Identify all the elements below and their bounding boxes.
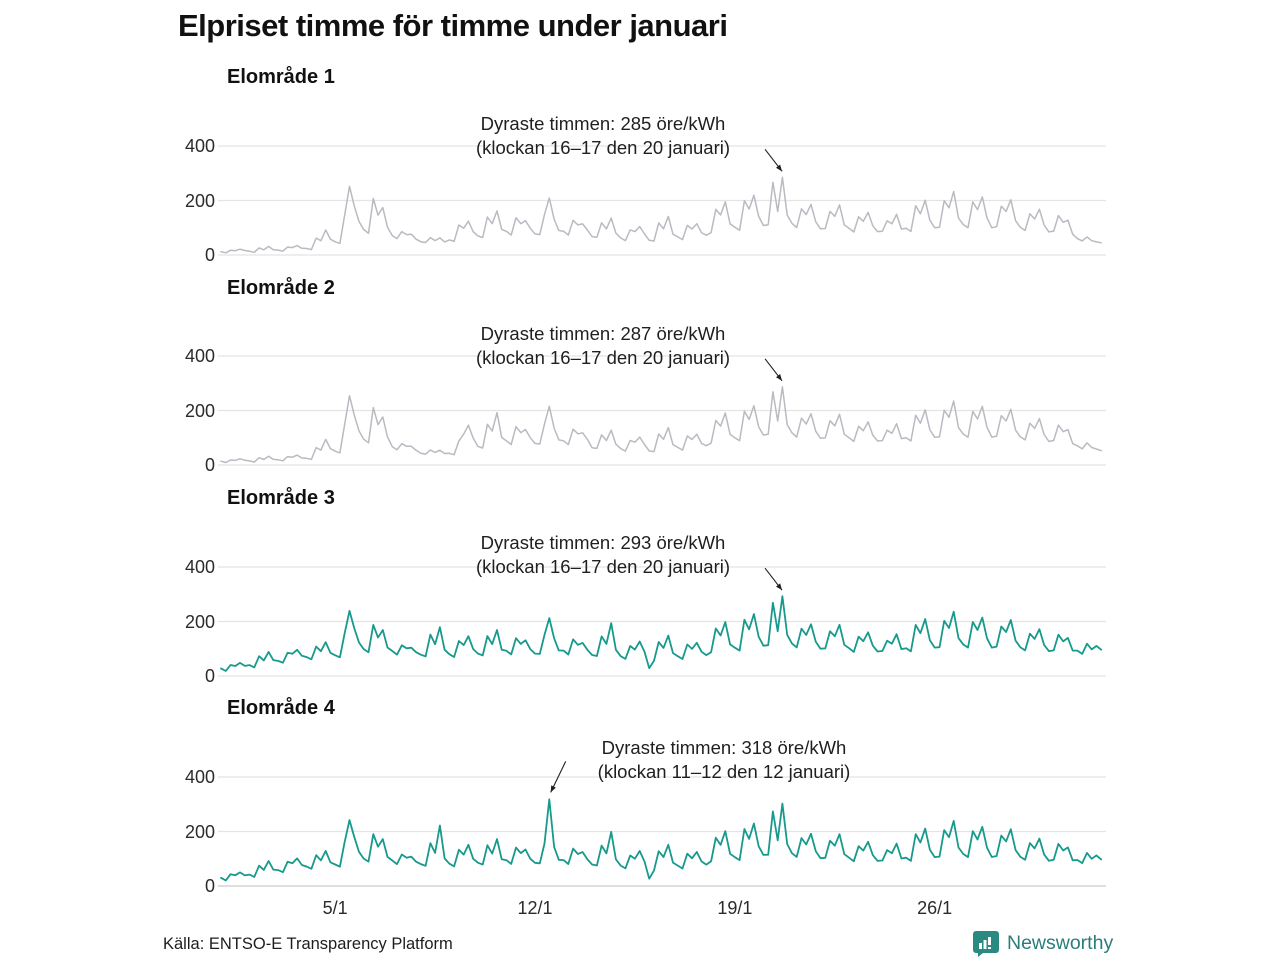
page-title: Elpriset timme för timme under januari [178,8,728,43]
peak-annotation-line1: Dyraste timmen: 293 öre/kWh [480,532,726,553]
y-axis-tick-label: 400 [184,557,215,577]
newsworthy-brand-text: Newsworthy [1007,931,1114,954]
y-axis-tick-label: 200 [184,611,215,632]
peak-annotation-chart-2 [423,322,783,370]
y-axis-tick-label: 200 [184,821,215,842]
y-axis-tick-label: 0 [204,245,215,265]
price-line-elområde-1 [221,177,1101,253]
annotation-arrowhead [776,583,782,590]
x-axis-tick-12-1: 12/1 [517,898,553,918]
newsworthy-logo-icon [972,929,1000,957]
peak-annotation-line1: Dyraste timmen: 287 öre/kWh [480,323,726,344]
peak-annotation-chart-4 [544,736,904,784]
price-line-elområde-4 [221,799,1101,880]
y-axis-tick-label: 400 [184,767,215,787]
newsworthy-brand [972,928,1113,958]
y-axis-tick-label: 0 [204,666,215,686]
annotation-arrowhead [776,374,782,381]
annotation-arrowhead [776,165,782,172]
source-credit: Källa: ENTSO-E Transparency Platform [163,935,453,953]
peak-annotation-line1: Dyraste timmen: 318 öre/kWh [601,737,847,758]
peak-annotation-line2: (klockan 16–17 den 20 januari) [475,137,731,158]
y-axis-tick-label: 400 [184,346,215,366]
peak-annotation-line1: Dyraste timmen: 285 öre/kWh [480,113,726,134]
y-axis-tick-label: 400 [184,136,215,156]
x-axis-tick-5-1: 5/1 [322,898,348,918]
peak-annotation-line2: (klockan 11–12 den 12 januari) [597,761,851,782]
peak-annotation-line2: (klockan 16–17 den 20 januari) [475,347,731,368]
x-axis-tick-19-1: 19/1 [717,898,753,918]
peak-annotation-chart-1 [423,112,783,160]
chart-subtitle-elomrade-4: Elområde 4 [227,697,335,719]
price-line-elområde-2 [221,387,1101,463]
chart-subtitle-elomrade-1: Elområde 1 [227,66,335,88]
y-axis-tick-label: 0 [204,876,215,896]
y-axis-tick-label: 200 [184,400,215,421]
chart-subtitle-elomrade-2: Elområde 2 [227,277,335,299]
chart-subtitle-elomrade-3: Elområde 3 [227,487,335,509]
x-axis-tick-26-1: 26/1 [917,898,953,918]
peak-annotation-chart-3 [423,531,783,579]
peak-annotation-line2: (klockan 16–17 den 20 januari) [475,556,731,577]
y-axis-tick-label: 0 [204,455,215,475]
y-axis-tick-label: 200 [184,190,215,211]
price-line-elområde-3 [221,596,1101,671]
annotation-arrowhead [551,785,556,792]
